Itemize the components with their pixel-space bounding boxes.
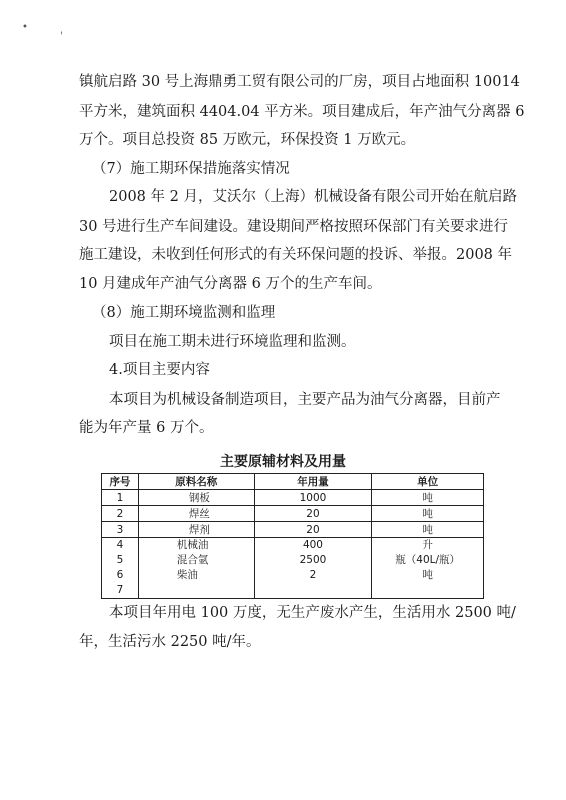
cell-unit <box>372 583 483 598</box>
scan-mark: ' <box>60 31 63 42</box>
cell-qty: 2 <box>309 569 317 581</box>
header-cell: 单位 <box>372 474 484 490</box>
paragraph-line: 本项目年用电 100 万度，无生产废水产生，生活用水 2500 吨/ <box>109 605 516 621</box>
cell-name <box>177 583 254 598</box>
paragraph-line: 施工建设，未收到任何形式的有关环保问题的投诉、举报。2008 年 <box>79 247 513 263</box>
paragraph-line: 项目在施工期未进行环境监理和监测。 <box>109 334 356 350</box>
cell-name: 焊丝 <box>138 506 254 522</box>
cell-no: 4 <box>116 539 124 551</box>
paragraph-line: 2008 年 2 月，艾沃尔（上海）机械设备有限公司开始在航启路 <box>109 189 517 205</box>
paragraph-line: 万个。项目总投资 85 万欧元，环保投资 1 万欧元。 <box>79 132 416 148</box>
paragraph-line: 30 号进行生产车间建设。建设期间严格按照环保部门有关要求进行 <box>79 219 509 235</box>
cell-name: 柴油 <box>176 569 198 581</box>
table-row <box>102 522 484 538</box>
table-row-merged <box>102 538 484 599</box>
cell-unit-stack <box>372 538 484 599</box>
section-heading: 4.项目主要内容 <box>109 362 210 378</box>
cell-unit: 吨 <box>372 522 484 538</box>
table-row <box>102 490 484 506</box>
cell-no: 6 <box>116 569 124 581</box>
cell-unit: 吨 <box>422 569 433 581</box>
paragraph-line: 镇航启路 30 号上海鼎勇工贸有限公司的厂房，项目占地面积 10014 <box>79 74 520 90</box>
cell-no: 1 <box>102 490 139 506</box>
cell-qty: 400 <box>302 539 323 551</box>
cell-qty <box>255 583 372 598</box>
cell-no: 7 <box>116 584 124 596</box>
cell-name: 焊剂 <box>138 522 254 538</box>
table-caption: 主要原辅材料及用量 <box>220 454 346 470</box>
cell-name: 机械油 <box>176 539 209 551</box>
cell-unit: 瓶（40L/瓶） <box>395 554 461 566</box>
cell-name-stack <box>138 538 254 599</box>
cell-qty: 20 <box>254 506 372 522</box>
cell-qty: 1000 <box>254 490 372 506</box>
header-cell: 序号 <box>102 474 139 490</box>
header-cell: 原料名称 <box>138 474 254 490</box>
cell-unit: 吨 <box>372 506 484 522</box>
section-heading: （8）施工期环境监测和监理 <box>92 305 276 321</box>
cell-qty-stack <box>254 538 372 599</box>
table-row <box>102 506 484 522</box>
section-heading: （7）施工期环保措施落实情况 <box>92 161 290 177</box>
cell-name: 混合氩 <box>176 554 209 566</box>
table-header-row <box>102 474 484 490</box>
cell-qty: 20 <box>254 522 372 538</box>
header-cell: 年用量 <box>254 474 372 490</box>
cell-no: 2 <box>102 506 139 522</box>
cell-no: 3 <box>102 522 139 538</box>
paragraph-line: 10 月建成年产油气分离器 6 万个的生产车间。 <box>79 276 382 292</box>
paragraph-line: 年，生活污水 2250 吨/年。 <box>79 634 261 650</box>
cell-name: 钢板 <box>138 490 254 506</box>
paragraph-line: 能为年产量 6 万个。 <box>79 420 214 436</box>
cell-unit: 升 <box>422 539 433 551</box>
cell-unit: 吨 <box>372 490 484 506</box>
paragraph-line: 平方米，建筑面积 4404.04 平方米。项目建成后，年产油气分离器 6 <box>79 104 525 120</box>
paragraph-line: 本项目为机械设备制造项目，主要产品为油气分离器，目前产 <box>109 392 501 408</box>
scan-mark: • <box>22 22 28 33</box>
cell-no-stack <box>102 538 139 599</box>
cell-no: 5 <box>116 554 124 566</box>
cell-qty: 2500 <box>299 554 327 566</box>
materials-table <box>101 473 484 599</box>
